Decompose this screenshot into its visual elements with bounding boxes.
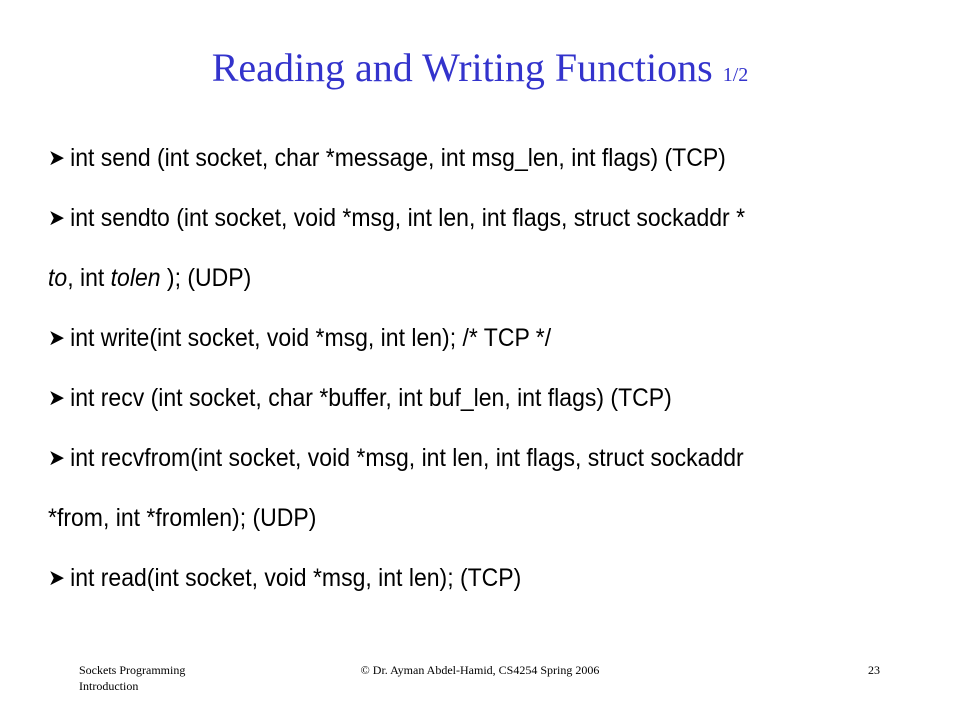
arrow-bullet-icon: ➤ (48, 445, 65, 470)
arrow-bullet-icon: ➤ (48, 565, 65, 590)
arrow-bullet-icon: ➤ (48, 385, 65, 410)
bullet-send (48, 128, 858, 188)
bullet-list (48, 128, 858, 608)
bullet-read (48, 548, 858, 608)
bullet-write (48, 308, 858, 368)
bullet-sendto-continuation (48, 248, 858, 308)
footer-course-line1: Sockets Programming (79, 663, 186, 677)
param-to: to (48, 264, 68, 292)
footer-course-line2: Introduction (79, 679, 139, 693)
bullet-text: int read(int socket, void *msg, int len); (TCP) (70, 564, 522, 592)
slide-title-text: Reading and Writing Functions (211, 45, 713, 90)
page-number: 23 (868, 663, 880, 677)
bullet-text: int write(int socket, void *msg, int len); /* TCP */ (70, 324, 552, 352)
bullet-text: , int (67, 264, 111, 292)
slide-title (0, 44, 960, 92)
bullet-text: ); (UDP) (160, 264, 252, 292)
bullet-text: int send (int socket, char *message, int msg_len, int flags) (TCP) (70, 144, 726, 172)
arrow-bullet-icon: ➤ (48, 205, 65, 230)
arrow-bullet-icon: ➤ (48, 325, 65, 350)
param-tolen: tolen (110, 264, 161, 292)
bullet-recvfrom-continuation (48, 488, 858, 548)
arrow-bullet-icon: ➤ (48, 145, 65, 170)
footer-copyright: © Dr. Ayman Abdel-Hamid, CS4254 Spring 2006 (360, 663, 600, 677)
bullet-text: int recvfrom(int socket, void *msg, int len, int flags, struct sockaddr (70, 444, 744, 472)
bullet-recvfrom (48, 428, 858, 488)
bullet-recv (48, 368, 858, 428)
bullet-text: int recv (int socket, char *buffer, int buf_len, int flags) (TCP) (70, 384, 672, 412)
bullet-text: *from, int *fromlen); (UDP) (48, 504, 317, 532)
slide-title-subtitle: 1/2 (722, 64, 749, 86)
bullet-text: int sendto (int socket, void *msg, int len, int flags, struct sockaddr * (70, 204, 746, 232)
bullet-sendto (48, 188, 858, 248)
